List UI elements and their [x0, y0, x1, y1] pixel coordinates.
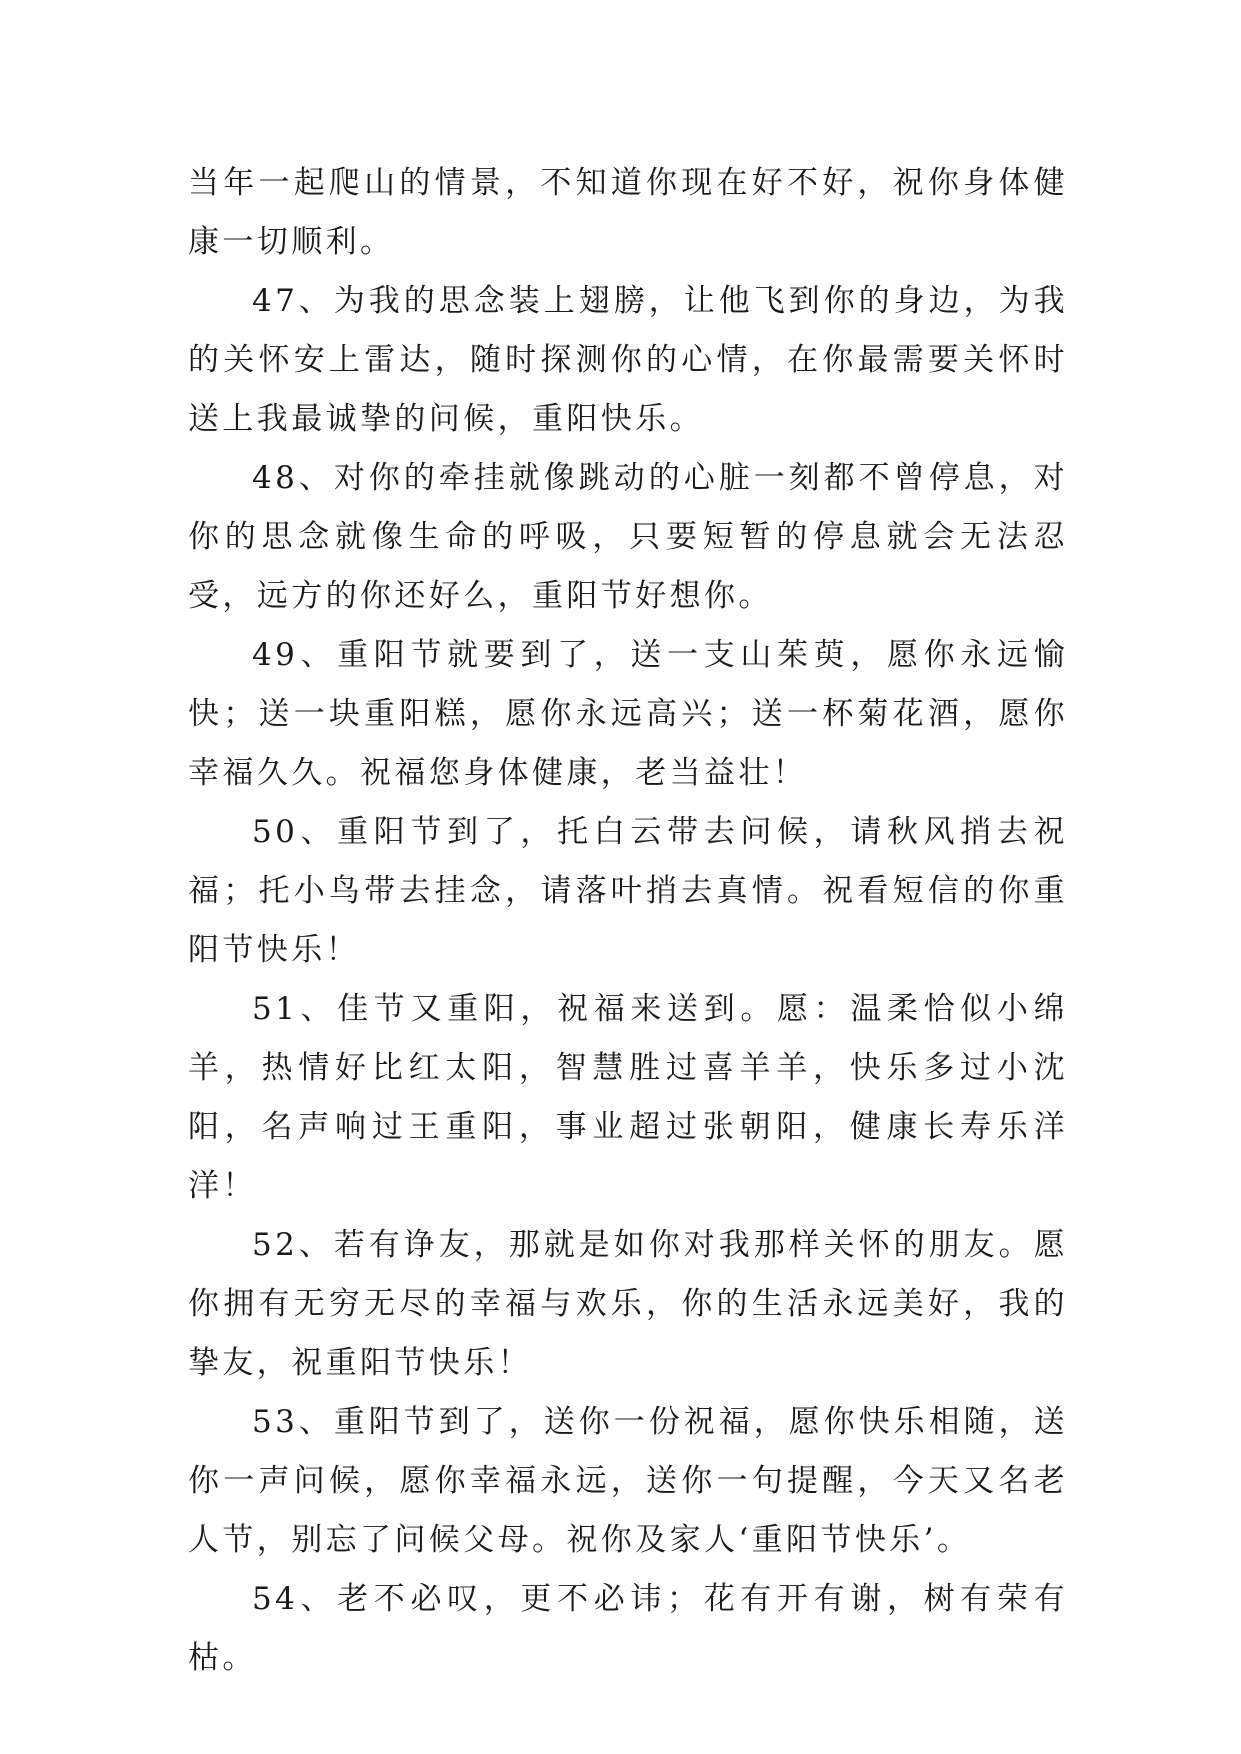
document-body — [188, 154, 1068, 1688]
paragraph-continuation: 当年一起爬山的情景，不知道你现在好不好，祝你身体健康一切顺利。 — [188, 165, 1068, 260]
paragraph-item-48: 48、对你的牵挂就像跳动的心脏一刻都不曾停息，对你的思念就像生命的呼吸，只要短暂的停息就会无法忍受，远方的你还好么，重阳节好想你。 — [188, 460, 1068, 614]
paragraph-item-47: 47、为我的思念装上翅膀，让他飞到你的身边，为我的关怀安上雷达，随时探测你的心情，在你最需要关怀时送上我最诚挚的问候，重阳快乐。 — [188, 283, 1068, 437]
paragraph-item-49: 49、重阳节就要到了，送一支山茱萸，愿你永远愉快；送一块重阳糕，愿你永远高兴；送一杯菊花酒，愿你幸福久久。祝福您身体健康，老当益壮！ — [188, 637, 1068, 791]
paragraph-item-54: 54、老不必叹，更不必讳；花有开有谢，树有荣有枯。 — [188, 1581, 1068, 1676]
paragraph-item-51: 51、佳节又重阳，祝福来送到。愿：温柔恰似小绵羊，热情好比红太阳，智慧胜过喜羊羊，快乐多过小沈阳，名声响过王重阳，事业超过张朝阳，健康长寿乐洋洋！ — [188, 991, 1068, 1204]
paragraph-item-52: 52、若有诤友，那就是如你对我那样关怀的朋友。愿你拥有无穷无尽的幸福与欢乐，你的生活永远美好，我的挚友，祝重阳节快乐！ — [188, 1227, 1068, 1381]
paragraph-item-53: 53、重阳节到了，送你一份祝福，愿你快乐相随，送你一声问候，愿你幸福永远，送你一句提醒，今天又名老人节，别忘了问候父母。祝你及家人‘重阳节快乐’。 — [188, 1404, 1068, 1558]
paragraph-item-50: 50、重阳节到了，托白云带去问候，请秋风捎去祝福；托小鸟带去挂念，请落叶捎去真情。祝看短信的你重阳节快乐！ — [188, 814, 1068, 968]
